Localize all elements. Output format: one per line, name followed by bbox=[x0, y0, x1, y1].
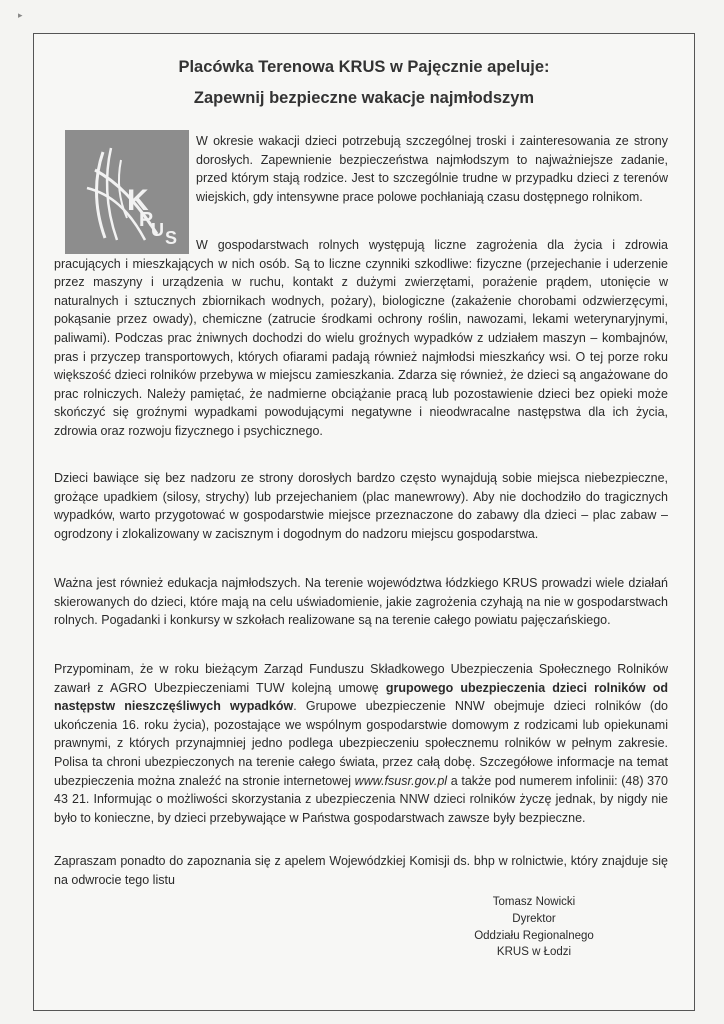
education-paragraph: Ważna jest również edukacja najmłodszych. Na terenie województwa łódzkiego KRUS prowadzi wiele działań skierowanych do dzieci, które mają na celu uświadomienie, jakie zagrożenia czyhają na nie w gospodarstwach rolnych. Pogadanki i konkursy w szkołach realizowane są na terenie całego powiatu pajęczańskiego. bbox=[54, 576, 668, 628]
signature-name: Tomasz Nowicki bbox=[492, 896, 576, 908]
insurance-text-b: . Grupowe ubezpieczenie NNW obejmuje dzieci rolników (do ukończenia 16. roku życia), pozostające we wspólnym gospodarstwie domowym z rodzicami lub opiekunami prawnymi, z których przynajmniej jedno podlega ubezpieczeniu społecznemu rolników w pełnym zakresie. Polisa ta chroni ubezpieczonych na terenie całego świata, przez całą dobę. Szczegółowe informacje na temat ubezpieczenia można znaleźć na stronie internetowej bbox=[54, 699, 668, 788]
svg-text:K: K bbox=[127, 184, 149, 217]
signature-unit: Oddziału Regionalnego bbox=[474, 929, 594, 942]
page-title: Placówka Terenowa KRUS w Pajęcznie apeluje: bbox=[178, 58, 550, 76]
signature-org: KRUS w Łodzi bbox=[496, 946, 572, 959]
signature-role: Dyrektor bbox=[512, 912, 556, 925]
scan-mark: ▸ bbox=[18, 10, 23, 20]
insurance-text-a: Przypominam, że w roku bieżącym Zarząd Funduszu Składkowego Ubezpieczenia Społecznego Rolników zawarł z AGRO Ubezpieczeniami TUW kolejną umowę bbox=[54, 662, 668, 695]
document-frame bbox=[33, 33, 695, 1011]
document-header bbox=[34, 58, 694, 108]
invitation-paragraph: Zapraszam ponadto do zapoznania się z apelem Wojewódzkiej Komisji ds. bhp w rolnictwie, który znajduje się na odwrocie tego listu bbox=[54, 854, 668, 887]
insurance-text-c: a także pod numerem infolinii: (48) 370 43 21. Informując o możliwości skorzystania z ubezpieczenia NNW dzieci rolników życzę jednak, by nigdy nie było to konieczne, by dzieci przebywające w Państwa gospodarstwach zawsze były bezpieczne. bbox=[54, 773, 669, 825]
playground-paragraph: Dzieci bawiące się bez nadzoru ze strony dorosłych bardzo często wynajdują sobie miejsca niebezpieczne, grożące upadkiem (silosy, strychy) lub przejechaniem (plac manewrowy). Aby nie dochodziło do tragicznych wypadków, warto przygotować w gospodarstwie miejsce przeznaczone do zabawy dla dzieci – plac zabaw – ogrodzony i zlokalizowany w zacisznym i dogodnym do nadzoru miejscu gospodarstwa. bbox=[54, 471, 668, 541]
intro-paragraph: W okresie wakacji dzieci potrzebują szczególnej troski i zainteresowania ze strony dorosłych. Zapewnienie bezpieczeństwa najmłodszym to najważniejsze zadanie, przed którym stają rodzice. Jest to szczególnie trudne w przypadku dzieci z terenów wiejskich, gdy intensywne prace polowe pochłaniają czasu dostępnego rolnikom. bbox=[196, 134, 668, 204]
svg-text:R: R bbox=[139, 209, 154, 231]
insurance-highlight: grupowego ubezpieczenia dzieci rolników od następstw nieszczęśliwych wypadków bbox=[54, 680, 668, 714]
insurance-paragraph bbox=[54, 660, 668, 827]
website-link[interactable]: www.fsusr.gov.pl bbox=[354, 773, 448, 788]
page-subtitle: Zapewnij bezpieczne wakacje najmłodszym bbox=[193, 89, 535, 107]
signature-block bbox=[454, 894, 614, 961]
svg-text:S: S bbox=[165, 228, 178, 248]
svg-text:U: U bbox=[151, 220, 164, 240]
hazards-paragraph: W gospodarstwach rolnych występują liczne zagrożenia dla życia i zdrowia pracujących i mieszkających w nich osób. Są to liczne czynniki szkodliwe: fizyczne (przejechanie i uderzenie przez maszyny i urządzenia w ruchu, kontakt z dużymi zwierzętami, porażenie prądem, utonięcie w naturalnych i sztucznych zbiornikach wodnych, pożary), biologiczne (zakażenie chorobami odzwierzęcymi, pokąsanie przez owady), chemiczne (zatrucie środkami ochrony roślin, nawozami, lekami weterynaryjnymi, paliwami). Podczas prac żniwnych dochodzi do wielu groźnych wypadków z udziałem maszyn – kombajnów, pras i przyczep transportowych, których ofiarami padają również najmłodsi mieszkańcy wsi. O tej porze roku większość dzieci rolników przebywa w miejscu zamieszkania. Zdarza się również, że dzieci są angażowane do prac rolniczych. Należy pamiętać, że nadmierne obciążanie pracą lub pozostawienie dzieci bez opieki może skończyć się groźnymi wypadkami powodującymi negatywne i nieodwracalne następstwa dla ich życia, zdrowia oraz rozwoju fizycznego i psychicznego. bbox=[54, 238, 668, 438]
